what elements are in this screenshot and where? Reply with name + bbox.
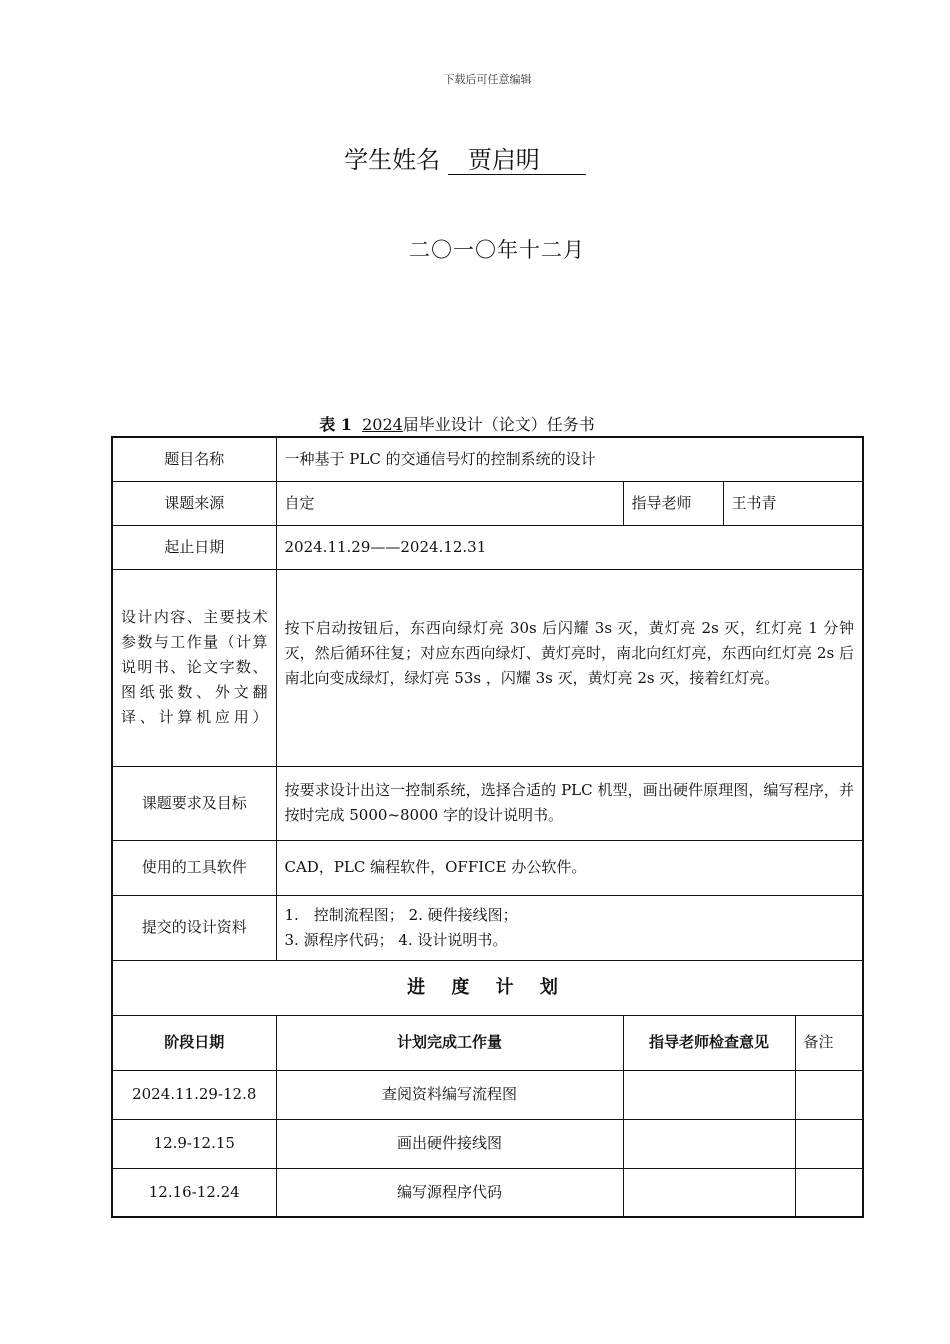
content-label: 设计内容、主要技术参数与工作量（计算说明书、论文字数、图纸张数、外文翻译、计算机应用）: [112, 569, 276, 766]
plan-row-date: 12.9-12.15: [112, 1119, 276, 1168]
row-topic: [112, 437, 863, 481]
row-plan-headers: [112, 1015, 863, 1070]
advisor-value: 王书青: [723, 481, 863, 525]
row-plan-title: [112, 960, 863, 1015]
student-name-value: 贾启明: [448, 146, 586, 175]
source-value: 自定: [276, 481, 623, 525]
plan-row-notes: [795, 1119, 863, 1168]
submit-line-1: 1. 控制流程图； 2. 硬件接线图；: [284, 905, 518, 924]
caption-suffix: 届毕业设计（论文）任务书: [402, 415, 595, 434]
plan-row-date: 2024.11.29-12.8: [112, 1070, 276, 1119]
plan-title: 进 度 计 划: [112, 960, 863, 1015]
goal-value: 按要求设计出这一控制系统，选择合适的 PLC 机型，画出硬件原理图，编写程序，并按时完成 5000~8000 字的设计说明书。: [276, 766, 863, 840]
row-source: [112, 481, 863, 525]
task-table: [111, 436, 864, 1218]
row-goal: [112, 766, 863, 840]
plan-row-date: 12.16-12.24: [112, 1168, 276, 1217]
document-date: 二〇一〇年十二月: [409, 238, 585, 262]
row-dates: [112, 525, 863, 569]
topic-label: 题目名称: [112, 437, 276, 481]
student-name-line: [0, 140, 930, 175]
caption-year: 2024: [362, 415, 403, 434]
table-caption: [0, 412, 914, 435]
table-row: [112, 1119, 863, 1168]
student-name-label: 学生姓名: [344, 146, 441, 174]
plan-row-work: 画出硬件接线图: [276, 1119, 623, 1168]
plan-row-notes: [795, 1168, 863, 1217]
topic-value: 一种基于 PLC 的交通信号灯的控制系统的设计: [276, 437, 863, 481]
caption-prefix: 表 1: [319, 415, 352, 434]
plan-header-date: 阶段日期: [112, 1015, 276, 1070]
row-submit: [112, 895, 863, 960]
advisor-label: 指导老师: [623, 481, 723, 525]
plan-header-notes: 备注: [795, 1015, 863, 1070]
table-row: [112, 1168, 863, 1217]
source-label: 课题来源: [112, 481, 276, 525]
row-content: [112, 569, 863, 766]
row-tools: [112, 840, 863, 895]
plan-row-review: [623, 1119, 795, 1168]
table-row: [112, 1070, 863, 1119]
dates-label: 起止日期: [112, 525, 276, 569]
plan-row-review: [623, 1168, 795, 1217]
goal-label: 课题要求及目标: [112, 766, 276, 840]
plan-row-notes: [795, 1070, 863, 1119]
tools-value: CAD，PLC 编程软件，OFFICE 办公软件。: [276, 840, 863, 895]
dates-value: 2024.11.29——2024.12.31: [276, 525, 863, 569]
submit-value: [276, 895, 863, 960]
plan-row-review: [623, 1070, 795, 1119]
plan-header-review: 指导老师检查意见: [623, 1015, 795, 1070]
tools-label: 使用的工具软件: [112, 840, 276, 895]
content-value: 按下启动按钮后，东西向绿灯亮 30s 后闪耀 3s 灭，黄灯亮 2s 灭，红灯亮 1 分钟灭，然后循环往复；对应东西向绿灯、黄灯亮时，南北向红灯亮，东西向红灯亮 2s 后南北向变成绿灯，绿灯亮 53s ，闪耀 3s 灭，黄灯亮 2s 灭，接着红灯亮。: [276, 569, 863, 766]
plan-header-work: 计划完成工作量: [276, 1015, 623, 1070]
submit-line-2: 3. 源程序代码； 4. 设计说明书。: [284, 930, 508, 949]
header-note: 下载后可任意编辑: [443, 73, 532, 86]
plan-row-work: 编写源程序代码: [276, 1168, 623, 1217]
plan-row-work: 查阅资料编写流程图: [276, 1070, 623, 1119]
submit-label: 提交的设计资料: [112, 895, 276, 960]
